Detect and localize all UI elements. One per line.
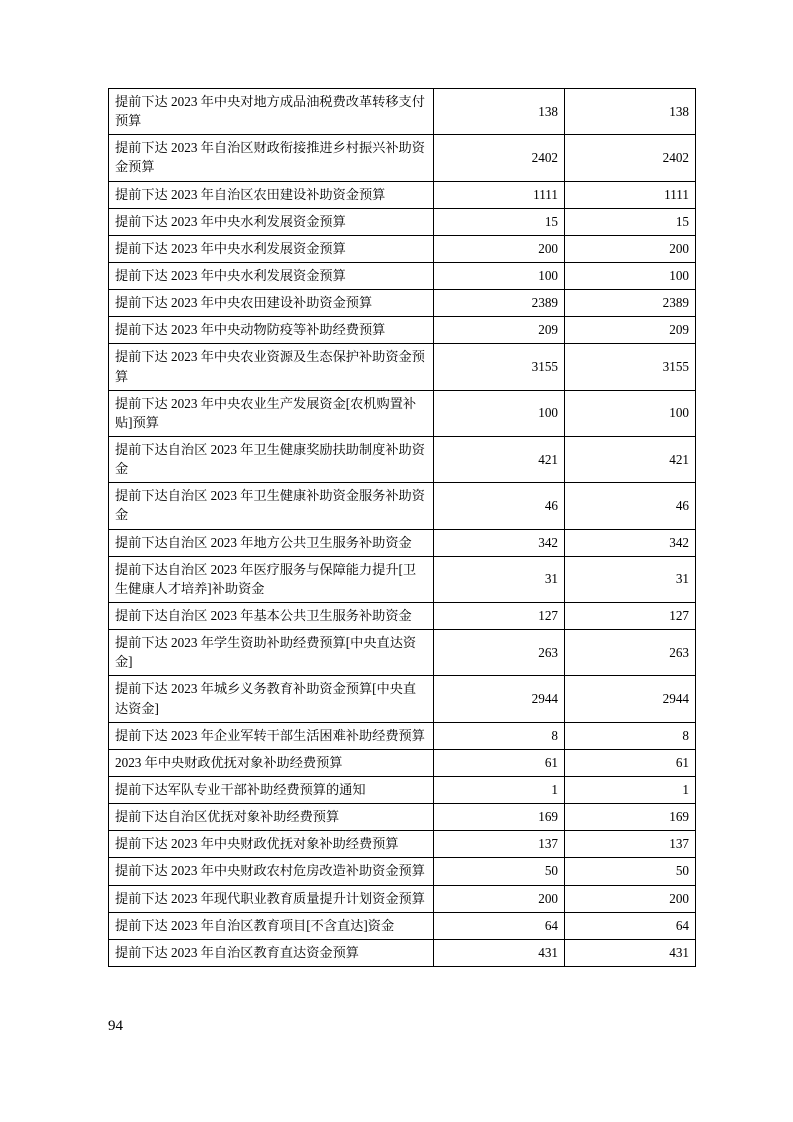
table-row [109,262,696,289]
amount-column-1: 61 [434,749,565,776]
amount-column-1: 2944 [434,676,565,722]
amount-column-1: 2389 [434,290,565,317]
item-name: 提前下达自治区 2023 年卫生健康补助资金服务补助资金 [109,483,434,529]
amount-column-2: 2944 [565,676,696,722]
item-name: 提前下达 2023 年中央对地方成品油税费改革转移支付预算 [109,89,434,135]
item-name: 提前下达 2023 年学生资助补助经费预算[中央直达资金] [109,630,434,676]
table-row [109,208,696,235]
amount-column-2: 50 [565,858,696,885]
amount-column-2: 169 [565,804,696,831]
page-number: 94 [108,1018,123,1034]
table-row [109,135,696,181]
amount-column-2: 15 [565,208,696,235]
item-name: 提前下达自治区 2023 年卫生健康奖励扶助制度补助资金 [109,436,434,482]
item-name: 提前下达 2023 年自治区农田建设补助资金预算 [109,181,434,208]
item-name: 提前下达 2023 年中央水利发展资金预算 [109,235,434,262]
amount-column-2: 200 [565,885,696,912]
amount-column-1: 263 [434,630,565,676]
amount-column-2: 2402 [565,135,696,181]
amount-column-2: 64 [565,912,696,939]
amount-column-1: 31 [434,556,565,602]
table-row [109,858,696,885]
item-name: 2023 年中央财政优抚对象补助经费预算 [109,749,434,776]
amount-column-1: 138 [434,89,565,135]
table-row [109,630,696,676]
amount-column-1: 342 [434,529,565,556]
amount-column-2: 263 [565,630,696,676]
table-row [109,885,696,912]
item-name: 提前下达 2023 年中央水利发展资金预算 [109,208,434,235]
item-name: 提前下达 2023 年现代职业教育质量提升计划资金预算 [109,885,434,912]
amount-column-2: 31 [565,556,696,602]
amount-column-1: 200 [434,235,565,262]
item-name: 提前下达军队专业干部补助经费预算的通知 [109,776,434,803]
table-row [109,939,696,966]
table-row [109,912,696,939]
table-row [109,436,696,482]
table-row [109,722,696,749]
item-name: 提前下达 2023 年中央财政优抚对象补助经费预算 [109,831,434,858]
table-row [109,317,696,344]
table-row [109,529,696,556]
item-name: 提前下达 2023 年中央水利发展资金预算 [109,262,434,289]
table-row [109,556,696,602]
amount-column-1: 8 [434,722,565,749]
amount-column-1: 1111 [434,181,565,208]
amount-column-2: 421 [565,436,696,482]
amount-column-2: 342 [565,529,696,556]
table-row [109,235,696,262]
table-row [109,390,696,436]
table-row [109,749,696,776]
table-row [109,676,696,722]
amount-column-2: 3155 [565,344,696,390]
budget-table [108,88,696,967]
amount-column-1: 1 [434,776,565,803]
amount-column-2: 100 [565,390,696,436]
item-name: 提前下达 2023 年中央农田建设补助资金预算 [109,290,434,317]
amount-column-2: 200 [565,235,696,262]
amount-column-2: 138 [565,89,696,135]
item-name: 提前下达 2023 年城乡义务教育补助资金预算[中央直达资金] [109,676,434,722]
amount-column-1: 421 [434,436,565,482]
item-name: 提前下达自治区 2023 年医疗服务与保障能力提升[卫生健康人才培养]补助资金 [109,556,434,602]
table-row [109,602,696,629]
table-row [109,344,696,390]
table-body [109,89,696,967]
item-name: 提前下达 2023 年中央农业资源及生态保护补助资金预算 [109,344,434,390]
amount-column-1: 137 [434,831,565,858]
amount-column-1: 127 [434,602,565,629]
item-name: 提前下达 2023 年中央财政农村危房改造补助资金预算 [109,858,434,885]
item-name: 提前下达自治区 2023 年地方公共卫生服务补助资金 [109,529,434,556]
amount-column-2: 209 [565,317,696,344]
item-name: 提前下达自治区 2023 年基本公共卫生服务补助资金 [109,602,434,629]
item-name: 提前下达 2023 年自治区财政衔接推进乡村振兴补助资金预算 [109,135,434,181]
item-name: 提前下达 2023 年中央农业生产发展资金[农机购置补贴]预算 [109,390,434,436]
item-name: 提前下达 2023 年中央动物防疫等补助经费预算 [109,317,434,344]
amount-column-1: 64 [434,912,565,939]
amount-column-1: 100 [434,390,565,436]
amount-column-2: 1 [565,776,696,803]
amount-column-1: 431 [434,939,565,966]
table-row [109,804,696,831]
amount-column-2: 127 [565,602,696,629]
amount-column-1: 2402 [434,135,565,181]
amount-column-2: 1111 [565,181,696,208]
item-name: 提前下达自治区优抚对象补助经费预算 [109,804,434,831]
amount-column-2: 61 [565,749,696,776]
table-row [109,831,696,858]
item-name: 提前下达 2023 年自治区教育项目[不含直达]资金 [109,912,434,939]
amount-column-1: 169 [434,804,565,831]
amount-column-2: 431 [565,939,696,966]
amount-column-1: 200 [434,885,565,912]
table-row [109,483,696,529]
amount-column-2: 2389 [565,290,696,317]
table-row [109,181,696,208]
amount-column-1: 3155 [434,344,565,390]
amount-column-2: 100 [565,262,696,289]
amount-column-1: 46 [434,483,565,529]
amount-column-1: 100 [434,262,565,289]
amount-column-1: 209 [434,317,565,344]
item-name: 提前下达 2023 年自治区教育直达资金预算 [109,939,434,966]
amount-column-2: 137 [565,831,696,858]
table-row [109,776,696,803]
amount-column-2: 8 [565,722,696,749]
amount-column-1: 50 [434,858,565,885]
amount-column-1: 15 [434,208,565,235]
item-name: 提前下达 2023 年企业军转干部生活困难补助经费预算 [109,722,434,749]
amount-column-2: 46 [565,483,696,529]
table-row [109,290,696,317]
table-row [109,89,696,135]
